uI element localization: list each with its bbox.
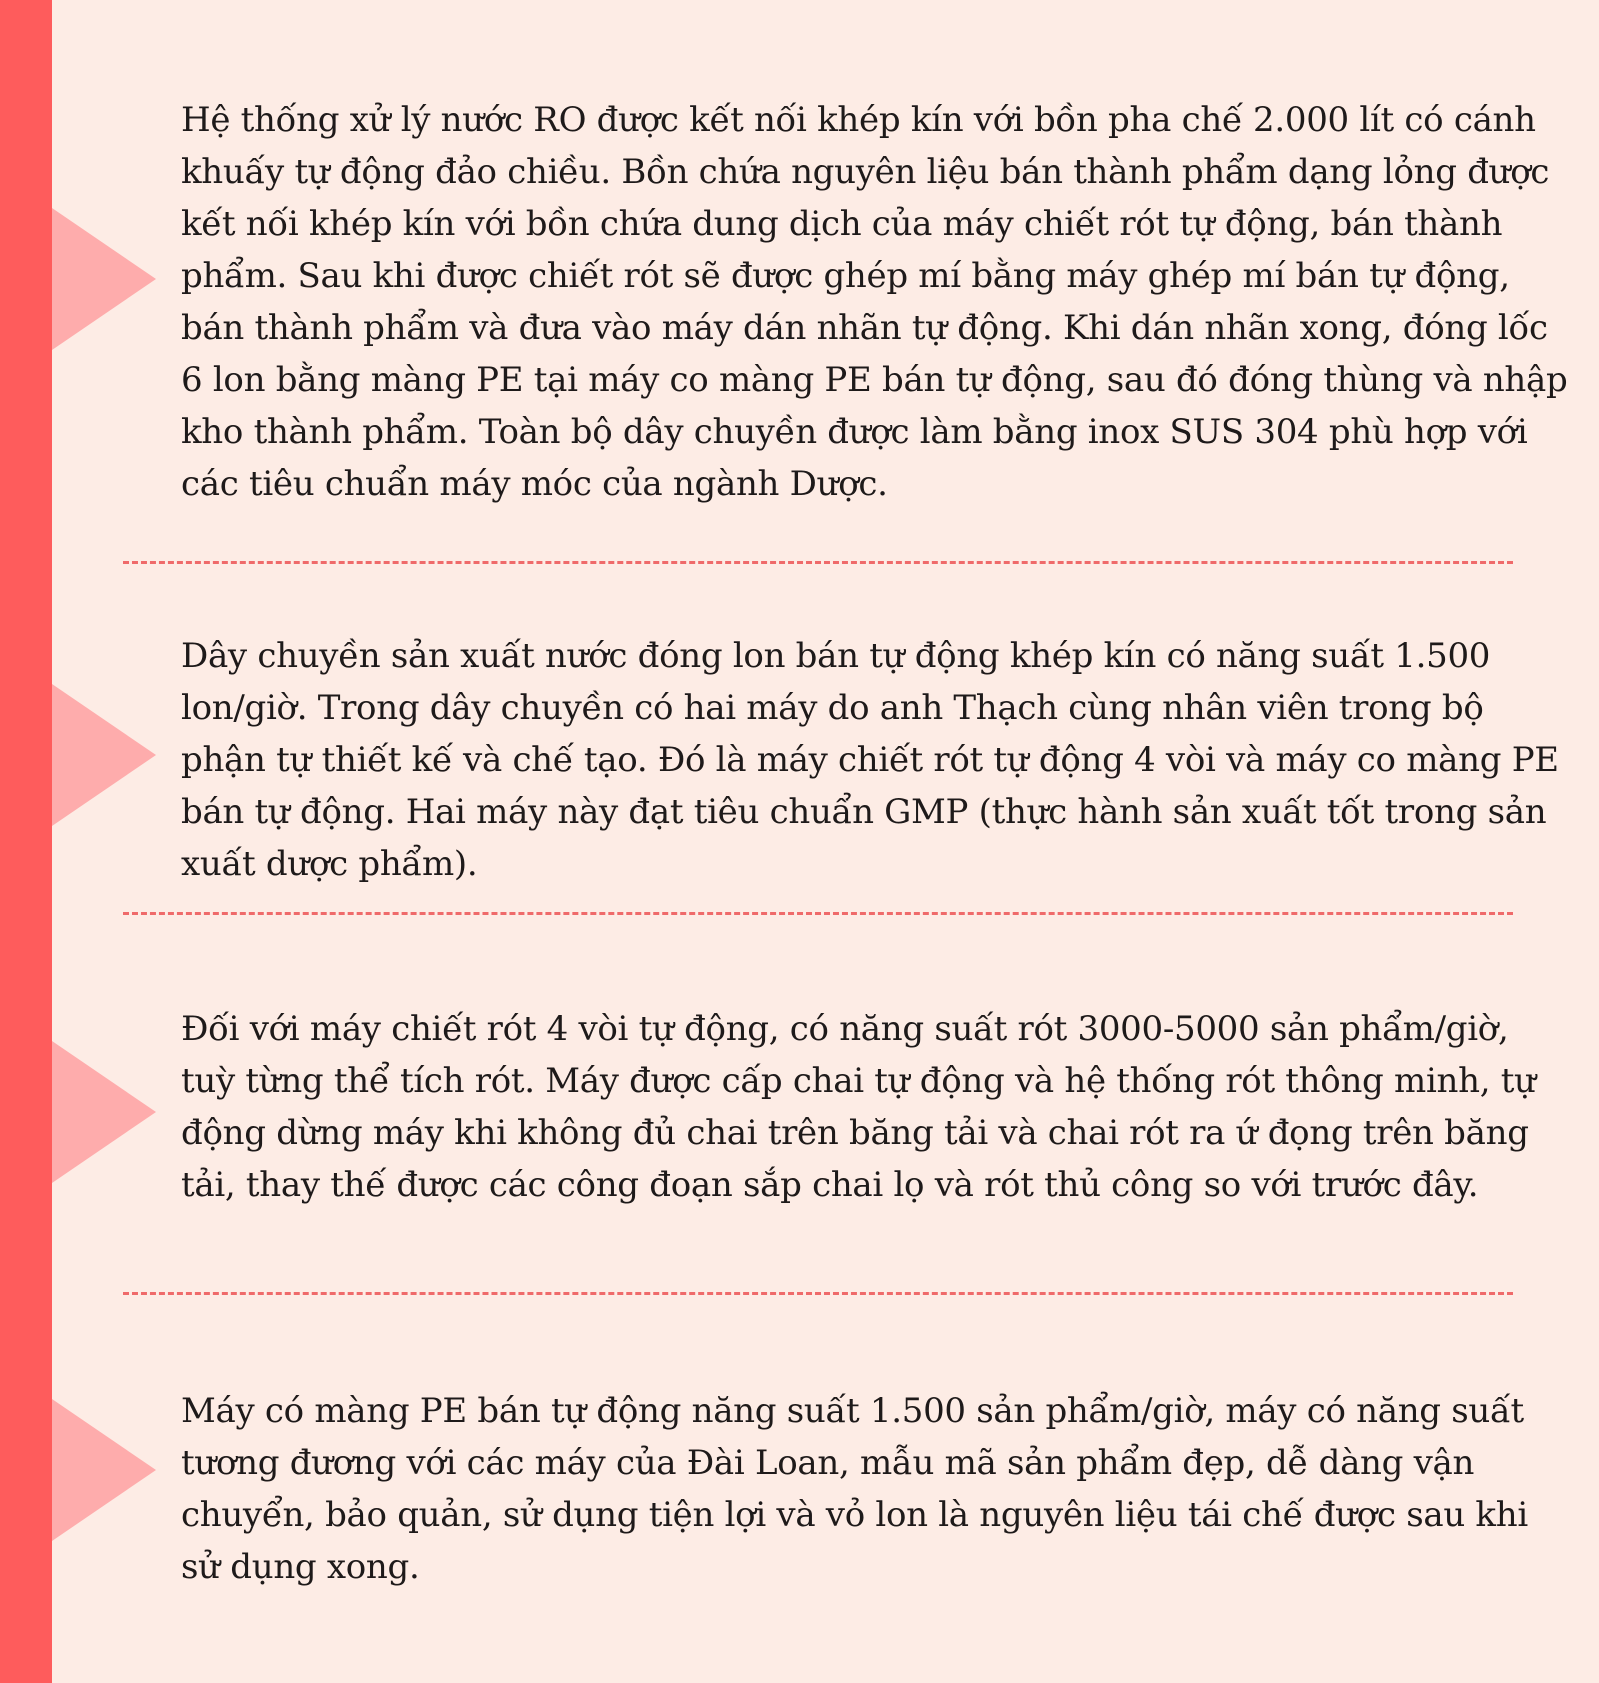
triangle-right-icon — [52, 208, 156, 350]
triangle-right-icon — [52, 1041, 156, 1183]
dashed-divider — [123, 1292, 1513, 1295]
triangle-right-icon — [52, 1399, 156, 1541]
paragraph-pe-shrink-machine: Máy có màng PE bán tự động năng suất 1.500 sản phẩm/giờ, máy có năng suất tương đương với các máy của Đài Loan, mẫu mã sản phẩm đẹp, dễ dàng vận chuyển, bảo quản, sử dụng tiện lợi và vỏ lon là nguyên liệu tái chế được sau khi sử dụng xong. — [181, 1391, 1528, 1587]
triangle-right-icon — [52, 684, 156, 826]
paragraph-filling-machine: Đối với máy chiết rót 4 vòi tự động, có năng suất rót 3000-5000 sản phẩm/giờ, tuỳ từng thể tích rót. Máy được cấp chai tự động và hệ thống rót thông minh, tự động dừng máy khi không đủ chai trên băng tải và chai rót ra ứ đọng trên băng tải, thay thế được các công đoạn sắp chai lọ và rót thủ công so với trước đây. — [181, 1009, 1536, 1205]
dashed-divider — [123, 912, 1513, 915]
dashed-divider — [123, 561, 1513, 564]
left-accent-bar — [0, 0, 52, 1683]
paragraph-can-production-line: Dây chuyền sản xuất nước đóng lon bán tự động khép kín có năng suất 1.500 lon/giờ. Trong dây chuyền có hai máy do anh Thạch cùng nhân viên trong bộ phận tự thiết kế và chế tạo. Đó là máy chiết rót tự động 4 vòi và máy co màng PE bán tự động. Hai máy này đạt tiêu chuẩn GMP (thực hành sản xuất tốt trong sản xuất dược phẩm). — [181, 636, 1559, 884]
paragraph-ro-system: Hệ thống xử lý nước RO được kết nối khép kín với bồn pha chế 2.000 lít có cánh khuấy tự động đảo chiều. Bồn chứa nguyên liệu bán thành phẩm dạng lỏng được kết nối khép kín với bồn chứa dung dịch của máy chiết rót tự động, bán thành phẩm. Sau khi được chiết rót sẽ được ghép mí bằng máy ghép mí bán tự động, bán thành phẩm và đưa vào máy dán nhãn tự động. Khi dán nhãn xong, đóng lốc 6 lon bằng màng PE tại máy co màng PE bán tự động, sau đó đóng thùng và nhập kho thành phẩm. Toàn bộ dây chuyền được làm bằng inox SUS 304 phù hợp với các tiêu chuẩn máy móc của ngành Dược. — [181, 100, 1568, 504]
